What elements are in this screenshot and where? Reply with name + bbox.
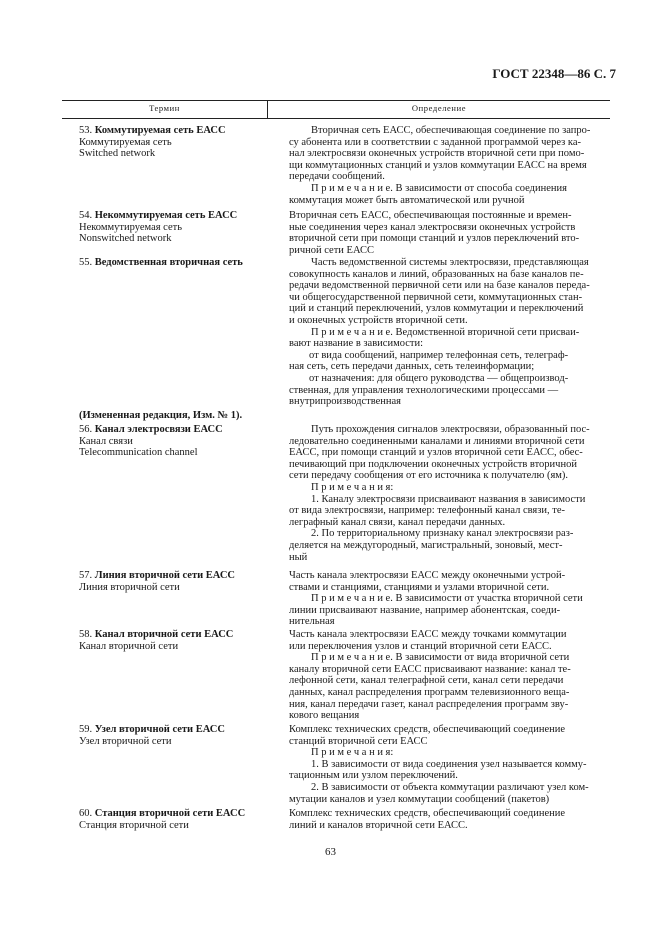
definition-entry-53: Вторичная сеть ЕАСС, обеспечивающая соединение по запро- су абонента или в соответствии с заданной программой через ка- нал электросвязи оконечных устройств вторичной сети при помо- щи коммутационных станций и узлов коммутации ЕАСС на время передачи сообщений. П р и м е ч а н и е. В зависимости от способа соединения коммутация может быть автоматической или ручной <box>289 125 610 206</box>
definition-entry-56: Путь прохождения сигналов электросвязи, образованный пос- ледовательно соединенными каналами и линиями вторичной сети ЕАСС, при помощи станций и узлов вторичной сети ЕАСС, обес- печивающий при подключении оконечных устройств вторичной сети передачу сообщения от его источника к получателю (ям). П р и м е ч а н и я: 1. Каналу электросвязи присваивают названия в зависимости от вида электросвязи, например: телефонный канал связи, те- леграфный канал связи, канал передачи данных. 2. По территориальному признаку канал электросвязи раз- деляется на междугородный, магистральный, зоновый, мест- ный <box>289 424 610 563</box>
term-title: Линия вторичной сети ЕАСС <box>94 570 236 581</box>
definition-entry-54: Вторичная сеть ЕАСС, обеспечивающая постоянные и времен- ные соединения через канал электросвязи оконечных устройств вторичной сети при помощи станций и узлов переключений вто- ричной сети ЕАСС <box>289 210 580 256</box>
note: П р и м е ч а н и е. Ведомственной вторичной сети присваи- <box>311 326 580 338</box>
column-header-definition: Определение <box>411 103 467 113</box>
term-title: Станция вторичной сети ЕАСС <box>94 808 246 819</box>
definition-entry-58: Часть канала электросвязи ЕАСС между точками коммутации или переключения узлов и станций вторичной сети ЕАСС. П р и м е ч а н и е. В зависимости от вида вторичной сети каналу вторичной сети ЕАСС присваивают название: канал те- лефонной сети, канал телеграфной сети, канал сети передачи данных, канал распределения программ телевизионного веща- ния, канал передачи газет, канал распределения программ зву- кового вещания <box>289 629 610 722</box>
definition-entry-55: Часть ведомственной системы электросвязи, представляющая совокупность каналов и линий, образованных на базе каналов пе- редачи ведомственной первичной сети или на базе каналов переда- чи общегосударственной первичной сети, коммутационных стан- ций и станций переключений, узлов коммутации и переключений и оконечных устройств вторичной сети. П р и м е ч а н и е. Ведомственной вторичной сети присваи- вают название в зависимости: от вида сообщений, например телефонная сеть, телеграф- ная сеть, сеть передачи данных, сеть телеинформации; от назначения: для общего руководства — общепроизвод- ственная, для управления технологическими процессами — внутрипроизводственная <box>289 257 610 408</box>
term-entry-55: 55. Ведомственная вторичная сеть <box>79 257 243 268</box>
edition-note: (Измененная редакция, Изм. № 1). <box>79 410 243 421</box>
term-entry-60: 60. Станция вторичной сети ЕАСС Станция вторичной сети <box>79 808 269 831</box>
term-synonym: Коммутируемая сеть <box>79 136 172 148</box>
term-entry-53: 53. Коммутируемая сеть ЕАСС Коммутируемая сеть Switched network <box>79 125 269 160</box>
term-title: Узел вторичной сети ЕАСС <box>94 724 225 735</box>
note: П р и м е ч а н и я: <box>311 481 394 493</box>
term-synonym: Канал связи <box>79 435 133 447</box>
term-entry-56: 56. Канал электросвязи ЕАСС Канал связи Telecommunication channel <box>79 424 269 459</box>
note: П р и м е ч а н и е. В зависимости от вида вторичной сети <box>311 652 570 664</box>
column-header-divider <box>267 100 268 118</box>
term-title: Канал электросвязи ЕАСС <box>94 424 223 435</box>
term-entry-58: 58. Канал вторичной сети ЕАСС Канал вторичной сети <box>79 629 269 652</box>
term-entry-57: 57. Линия вторичной сети ЕАСС Линия вторичной сети <box>79 570 269 593</box>
term-synonym: Линия вторичной сети <box>79 581 180 593</box>
term-entry-59: 59. Узел вторичной сети ЕАСС Узел вторичной сети <box>79 724 269 747</box>
column-header-term: Термин <box>149 103 180 113</box>
definition-entry-57: Часть канала электросвязи ЕАСС между оконечными устрой- ствами и станциями, станциями и узлами вторичной сети. П р и м е ч а н и е. В зависимости от участка вторичной сети линии присваивают название, например абонентская, соеди- нительная <box>289 570 610 628</box>
table-top-rule <box>62 100 610 101</box>
definition-entry-60: Комплекс технических средств, обеспечивающий соединение линий и каналов вторичной сети ЕАСС. <box>289 808 566 831</box>
term-synonym: Узел вторичной сети <box>79 735 172 747</box>
term-title: Ведомственная вторичная сеть <box>94 257 243 268</box>
term-title: Коммутируемая сеть ЕАСС <box>94 125 226 136</box>
term-entry-54: 54. Некоммутируемая сеть ЕАСС Некоммутируемая сеть Nonswitched network <box>79 210 269 245</box>
term-title: Некоммутируемая сеть ЕАСС <box>94 210 238 221</box>
note: П р и м е ч а н и я: <box>311 747 394 759</box>
term-english: Nonswitched network <box>79 233 172 245</box>
note: П р и м е ч а н и е. В зависимости от способа соединения <box>311 182 567 194</box>
page-header-title: ГОСТ 22348—86 С. 7 <box>492 66 616 81</box>
page-number: 63 <box>325 846 336 858</box>
table-header-rule <box>62 118 610 119</box>
term-synonym: Некоммутируемая сеть <box>79 221 183 233</box>
term-synonym: Канал вторичной сети <box>79 640 179 652</box>
term-english: Switched network <box>79 148 156 160</box>
term-synonym: Станция вторичной сети <box>79 819 189 831</box>
term-english: Telecommunication channel <box>79 447 198 459</box>
definition-entry-59: Комплекс технических средств, обеспечивающий соединение станций вторичной сети ЕАСС П р и м е ч а н и я: 1. В зависимости от вида соединения узел называется комму- тационным или узлом переключений. 2. В зависимости от объекта коммутации различают узел ком- мутации каналов и узел коммутации сообщений (пакетов) <box>289 724 610 805</box>
term-title: Канал вторичной сети ЕАСС <box>94 629 234 640</box>
note: П р и м е ч а н и е. В зависимости от участка вторичной сети <box>311 593 583 605</box>
